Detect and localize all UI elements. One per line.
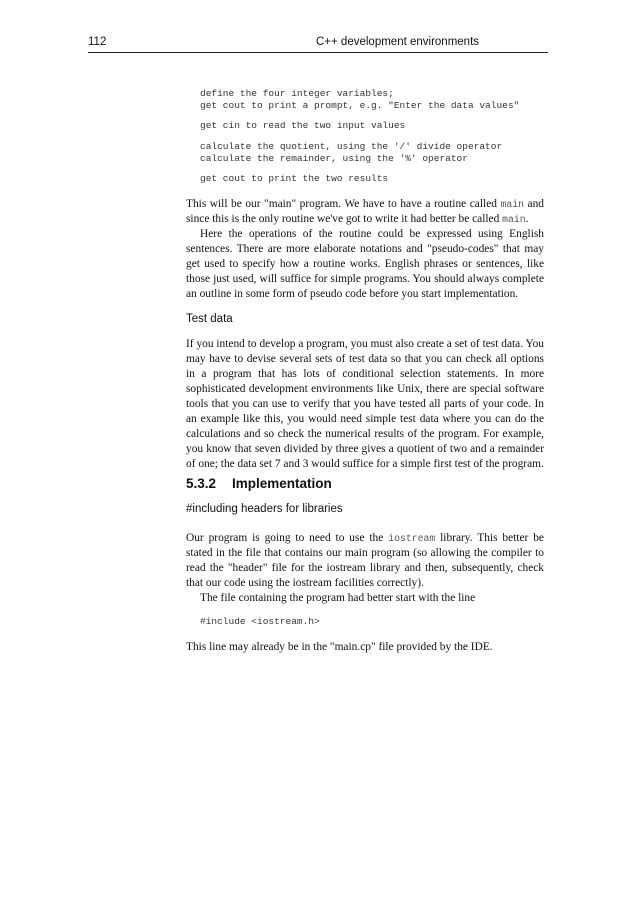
page-number: 112 (88, 36, 107, 48)
outline-code-block-4: get cout to print the two results (200, 173, 389, 184)
main-paragraph-text-1: This will be our "main" program. We have to have a routine called (186, 198, 501, 210)
section-title: Implementation (232, 476, 332, 491)
section-heading (186, 476, 332, 491)
iostream-paragraph (186, 531, 544, 591)
main-program-paragraph (186, 197, 544, 227)
running-title: C++ development environments (316, 36, 480, 48)
main-paragraph-text-3: . (525, 213, 529, 225)
inline-code-iostream: iostream (388, 533, 436, 544)
pseudo-code-paragraph: Here the operations of the routine could be expressed using English sentences. There are more elaborate notations and "pseudo-codes" that may get used to specify how a routine works. English phrases or sentences, like those just used, will suffice for simple programs. You should always complete an outline in some form of pseudo code before you start implementation. (186, 228, 544, 300)
test-data-paragraph: If you intend to develop a program, you must also create a set of test data. You may have to devise several sets of test data so that you can check all options in a program that has lots of conditional selection statements. In more sophisticated development environments like Unix, there are special software tools that you can use to verify that you have tested all parts of your code. In an example like this, you would need simple test data where you can do the calculations and so check the numerical results of the program. For example, you know that seven divided by three gives a quotient of two and a remainder of one; the data set 7 and 3 would suffice for a simple first test of the program. (186, 338, 544, 470)
include-code-line: #include <iostream.h> (200, 616, 320, 627)
closing-paragraph: This line may already be in the "main.cp" file provided by the IDE. (186, 641, 493, 653)
including-headers-heading: #including headers for libraries (186, 503, 343, 515)
header-rule (88, 52, 548, 53)
outline-code-block-2: get cin to read the two input values (200, 120, 406, 131)
main-paragraph-text-2: and since this is the only routine we've got to write it had better be called (186, 198, 545, 225)
iostream-text-1: Our program is going to need to use the (186, 532, 389, 544)
outline-code-block-1: define the four integer variables; get cout to print a prompt, e.g. "Enter the data values" (200, 88, 520, 111)
test-data-heading: Test data (186, 313, 233, 325)
include-line-paragraph: The file containing the program had better start with the line (200, 592, 476, 604)
inline-code-main-2: main (502, 214, 526, 225)
running-header (88, 36, 546, 52)
inline-code-main-1: main (500, 199, 525, 210)
outline-code-block-3: calculate the quotient, using the '/' divide operator calculate the remainder, using the '%' operator (200, 141, 503, 164)
section-number: 5.3.2 (186, 476, 217, 491)
iostream-text-2: library. This better be stated in the file that contains our main program (so allowing the compiler to read the "header" file for the iostream library and then, subsequently, check that our code using the iostream facilities correctly). (186, 532, 544, 589)
